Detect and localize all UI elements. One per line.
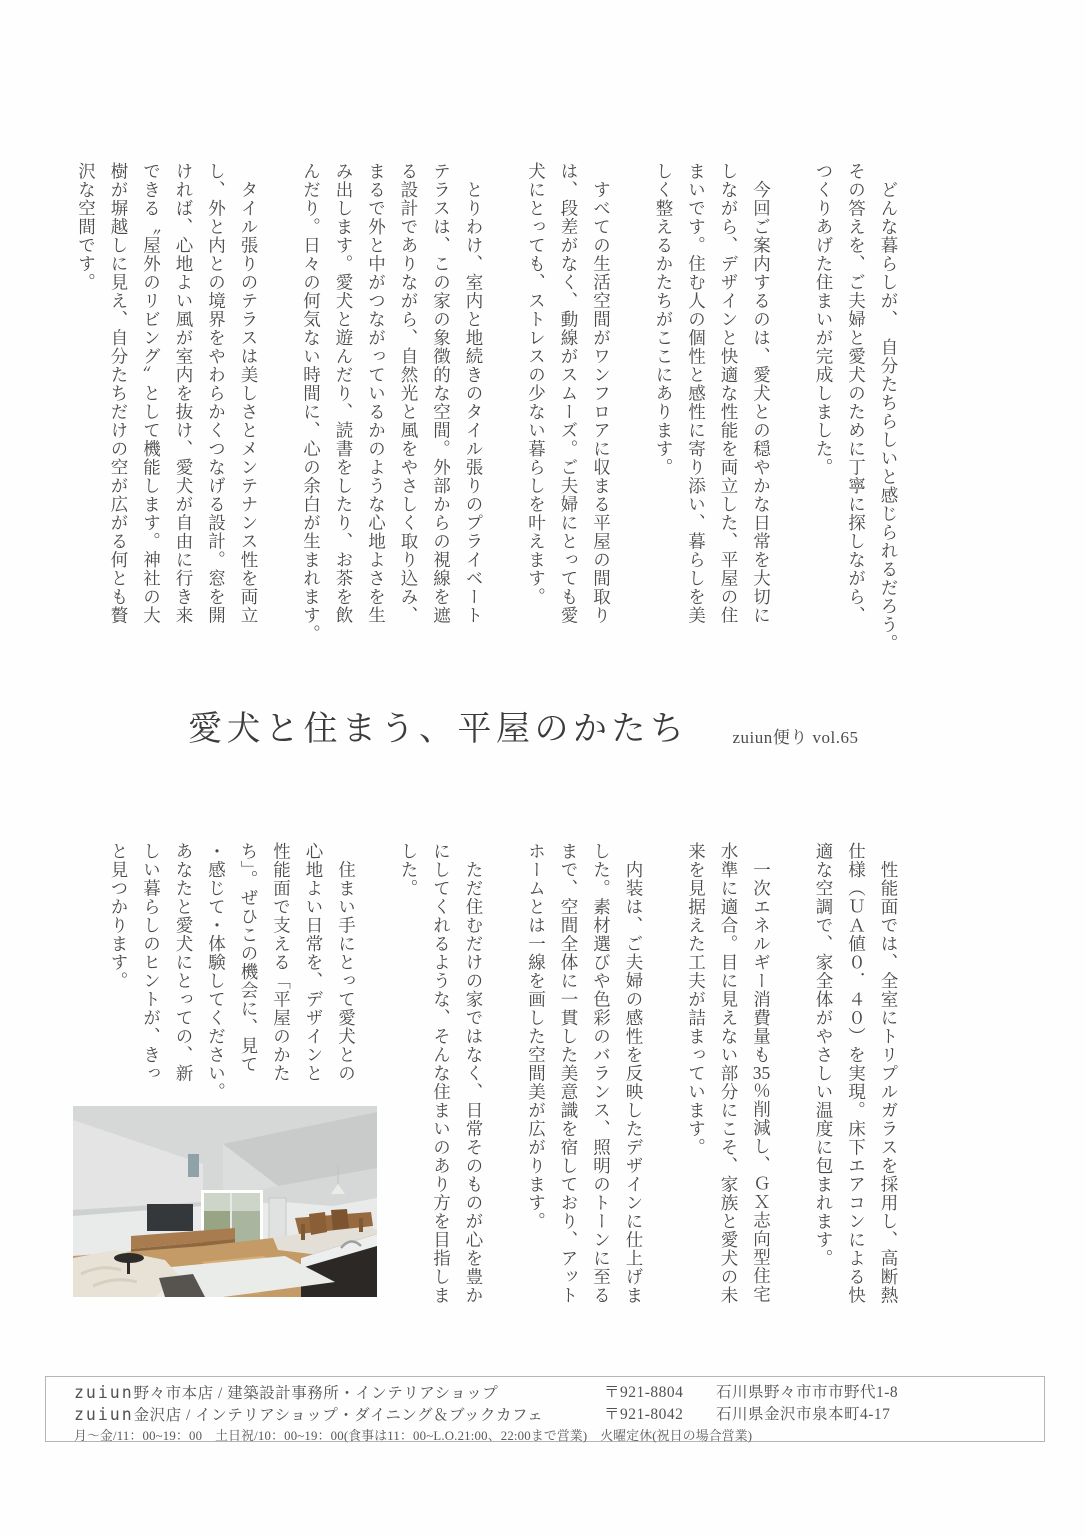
text-column: 犬にとっても、ストレスの少ない暮らしを叶えます。: [526, 162, 547, 606]
text-column: まいです。住む人の個性と感性に寄り添い、暮らしを美: [686, 162, 707, 625]
text-column: できる〝屋外のリビング〟として機能します。神社の大: [141, 162, 162, 625]
text-column: すべての生活空間がワンフロアに収まる平屋の間取り: [591, 162, 612, 625]
text-column: 性能面で支える「平屋のかた: [271, 842, 292, 1083]
postal-code: 〒921-8042: [604, 1406, 684, 1423]
title-block: [188, 706, 859, 754]
newsletter-volume-tag: zuiun便り vol.65: [732, 728, 859, 747]
text-column: んだり。日々の何気ない時間に、心の余白が生まれます。: [301, 162, 322, 643]
text-column: 住まい手にとって愛犬との: [336, 842, 357, 1083]
text-column: タイル張りのテラスは美しさとメンテナンス性を両立: [239, 162, 259, 625]
footer-info-box: [45, 1376, 1045, 1442]
text-column: ければ、心地よい風が室内を抜け、愛犬が自由に行き来: [174, 162, 194, 625]
top-article: [77, 162, 897, 653]
paragraph: [815, 162, 898, 653]
text-column: 内装は、ご夫婦の感性を反映したデザインに仕上げま: [624, 842, 644, 1305]
paragraph: [77, 162, 257, 653]
text-column: まるで外と中がつながっているかのような心地よさを生: [366, 162, 387, 625]
text-column: した。: [399, 842, 419, 898]
shop-address: 石川県野々市市市野代1-8: [716, 1384, 899, 1401]
text-column: る設計でありながら、自然光と風をやさしく取り込み、: [399, 162, 419, 625]
text-column: しながら、デザインと快適な性能を両立した、平屋の住: [719, 162, 739, 625]
text-column: その答えを、ご夫婦と愛犬のために丁寧に探しながら、: [846, 162, 867, 625]
text-column: と見つかります。: [109, 842, 129, 990]
text-column: 適な空調で、家全体がやさしい温度に包まれます。: [814, 842, 834, 1268]
footer-shop-row-kanazawa: [74, 1404, 1034, 1426]
text-column: とりわけ、室内と地続きのタイル張りのプライベート: [464, 162, 484, 625]
text-column: し、外と内との境界をやわらかくつなげる設計。窓を開: [206, 162, 227, 625]
text-column: どんな暮らしが、 自分たちらしいと感じられるだろう。: [879, 162, 899, 653]
footer-shop-row-honten: [74, 1382, 1034, 1404]
text-column: しい暮らしのヒントが、きっ: [141, 842, 162, 1083]
shop-address: 石川県金沢市泉本町4-17: [716, 1406, 891, 1423]
brand-logo-text: zuiun: [74, 1383, 134, 1402]
shop-name: [74, 1404, 604, 1426]
text-column: 来を見据えた工夫が詰まっています。: [686, 842, 707, 1157]
text-column: み出します。愛犬と遊んだり、読書をしたり、お茶を飲: [334, 162, 354, 625]
text-column: は、段差がなく、動線がスムーズ。ご夫婦にとっても愛: [559, 162, 579, 625]
text-column: ち」。ぜひこの機会に、見て: [239, 842, 259, 1074]
text-column: しく整えるかたちがここにあります。: [654, 162, 674, 477]
text-column: 沢な空間です。: [76, 162, 97, 292]
text-column: ホームとは一線を画した空間美が広がります。: [526, 842, 547, 1231]
shop-description: 金沢店 / インテリアショップ・ダイニング＆ブックカフェ: [133, 1407, 544, 1424]
paragraph: [400, 842, 483, 1305]
text-column: した。素材選びや色彩のバランス、照明のトーンに至る: [591, 842, 612, 1305]
shop-name: [74, 1382, 604, 1404]
text-column: 一次エネルギー消費量も35％削減し、ＧＸ志向型住宅: [751, 842, 772, 1304]
paragraph: [687, 842, 770, 1305]
brand-logo-text: zuiun: [74, 1405, 134, 1424]
paragraph: [527, 842, 642, 1305]
text-column: あなたと愛犬にとっての、新: [174, 842, 194, 1083]
text-column: 心地よい日常を、デザインと: [304, 842, 324, 1083]
shop-description: 野々市本店 / 建築設計事務所・インテリアショップ: [133, 1385, 499, 1402]
business-hours: 月～金/11：00~19：00 土日祝/10：00~19：00(食事は11：00~L.O.21:00、22:00まで営業) 火曜定休(祝日の場合営業): [74, 1429, 753, 1443]
text-column: ・感じて・体験してください。: [206, 842, 227, 1101]
text-column: 樹が塀越しに見え、自分たちだけの空が広がる何とも贅: [109, 162, 129, 625]
paragraph: [655, 162, 770, 653]
text-column: つくりあげた住まいが完成しました。: [814, 162, 834, 477]
text-column: 水準に適合。目に見えない部分にこそ、家族と愛犬の未: [719, 842, 739, 1305]
postal-code: 〒921-8804: [604, 1384, 684, 1401]
interior-photo: [73, 1106, 377, 1297]
page-title: 愛犬と住まう、平屋のかたち: [188, 711, 689, 748]
paragraph: [527, 162, 610, 653]
paragraph: [302, 162, 482, 653]
text-column: 今回ご案内するのは、愛犬との穏やかな日常を大切に: [751, 162, 772, 625]
text-column: ただ住むだけの家ではなく、日常そのものが心を豊か: [464, 842, 484, 1305]
text-column: 仕様（ＵＡ値０．４０）を実現。床下エアコンによる快: [846, 842, 867, 1305]
text-column: まで、空間全体に一貫した美意識を宿しており、アット: [559, 842, 579, 1305]
text-column: テラスは、この家の象徴的な空間。外部からの視線を遮: [431, 162, 452, 625]
text-column: 性能面では、全室にトリプルガラスを採用し、高断熱: [879, 842, 899, 1305]
paragraph: [815, 842, 898, 1305]
text-column: にしてくれるような、そんな住まいのあり方を目指しま: [431, 842, 452, 1305]
interior-photo-graphic: [73, 1106, 377, 1297]
